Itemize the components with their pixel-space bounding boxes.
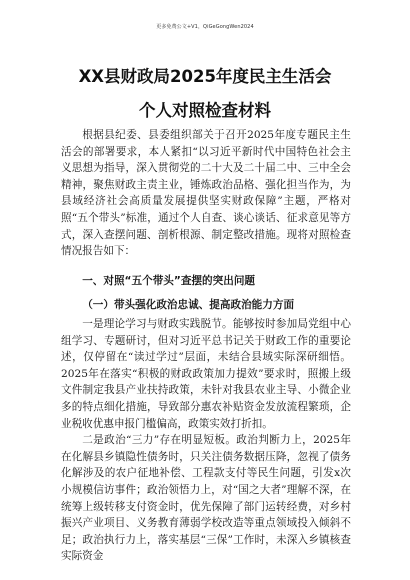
paragraph-second: 二是政治“三力”存在明显短板。政治判断力上，2025年在化解县乡镇隐性债务时，只关注债务数据压降，忽视了债务化解涉及的农户征地补偿、工程款支付等民生问题，引发x次小规模信访事件；政治领悟力上，对“国之大者”理解不深，在统筹上级转移支付资金时，优先保障了部门运转经费，对乡村振兴产业项目、义务教育薄弱学校改造等重点领域投入倾斜不足；政治执行力上，落实基层“三保”工作时，未深入乡镇核查实际资金 (61, 434, 351, 563)
section-heading: 一、对照“五个带头”查摆的突出问题 (82, 275, 256, 287)
document-title-line1: XX县财政局2025年度民主生活会 (78, 67, 332, 86)
intro-paragraph-block (61, 127, 351, 260)
intro-paragraph: 根据县纪委、县委组织部关于召开2025年度专题民主生活会的部署要求，本人紧扣“以习近平新时代中国特色社会主义思想为指导，深入贯彻党的二十大及二十届二中、三中全会精神，聚焦财政主责主业，锤炼政治品格、强化担当作为，为县域经济社会高质量发展提供坚实财政保障”主题，严格对照“五个带头”标准，通过个人自查、谈心谈话、征求意见等方式，深入查摆问题、剖析根源、制定整改措施。现将对照检查情况报告如下： (61, 129, 351, 258)
header-watermark: 更多免费公文+V1，QiGeGongWen2024 (156, 24, 254, 30)
document-title-line2: 个人对照检查材料 (139, 101, 271, 120)
subsection-heading: （一）带头强化政治忠诚、提高政治能力方面 (82, 299, 295, 311)
body-paragraphs (61, 316, 351, 565)
paragraph-first: 一是理论学习与财政实践脱节。能够按时参加局党组中心组学习、专题研讨，但对习近平总书记关于财政工作的重要论述，仅停留在“读过学过”层面，未结合县域实际深研细悟。2025年在落实“积极的财政政策加力提效”要求时，照搬上级文件制定我县产业扶持政策，未针对我县农业主导、小微企业多的特点细化措施，导致部分惠农补贴资金发放流程繁琐，企业税收优惠申报门槛偏高，政策实效打折扣。 (61, 318, 351, 430)
